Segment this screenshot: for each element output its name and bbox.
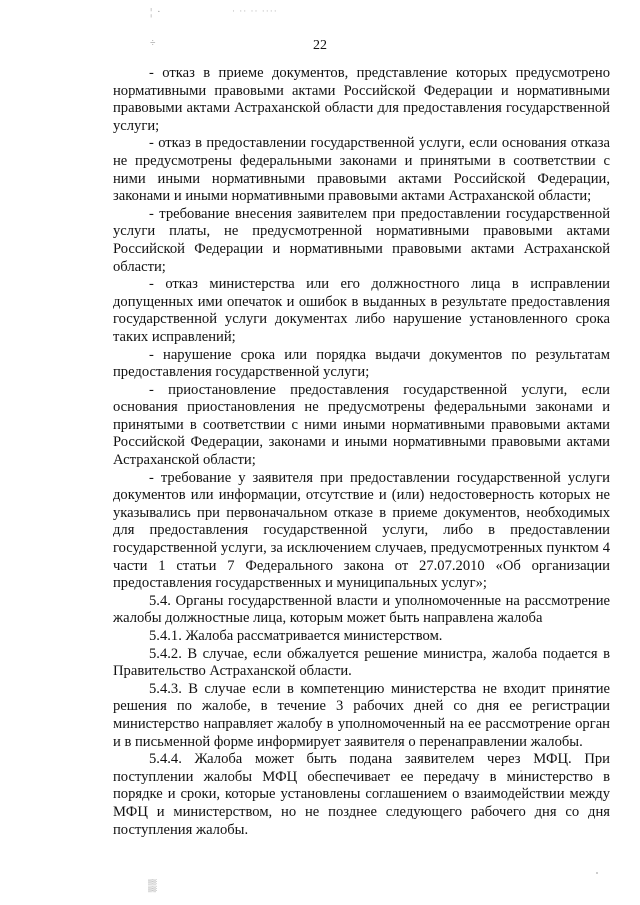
list-item: - требование внесения заявителем при предоставлении государственной услуги платы, не предусмотренной нормативными правовыми актами Российской Федерации и нормативными правовыми актами Астраханской области; (113, 205, 610, 275)
document-body (113, 65, 610, 839)
scan-artifact-mark: ¦ · (150, 6, 162, 18)
scan-artifact-mark: ÷ (150, 38, 157, 49)
list-item: - требование у заявителя при предоставлении государственной услуги документов или информации, отсутствие и (или) недостоверность которых не указывались при первоначальном отказе в приеме документов, необходимых для предоставления государственной услуги, либо в предоставлении государственной услуги, за исключением случаев, предусмотренных пунктом 4 части 1 статьи 7 Федерального закона от 27.07.2010 «Об организации предоставления государственных и муниципальных услуг»; (113, 469, 610, 592)
paragraph: 5.4.3. В случае если в компетенцию министерства не входит принятие решения по жалобе, в течение 3 рабочих дней со дня ее регистрации министерство направляет жалобу в уполномоченный на ее рассмотрение орган и в письменной форме информирует заявителя о перенаправлении жалобы. (113, 680, 610, 750)
page-number: 22 (313, 38, 327, 53)
scan-artifact-mark: · ·· ·· ···· (232, 6, 278, 16)
list-item: - отказ в предоставлении государственной услуги, если основания отказа не предусмотрены федеральными законами и принятыми в соответствии с ними иными нормативными правовыми актами Российской Федерации, законами и иными нормативными правовыми актами Астраханской области; (113, 135, 610, 205)
paragraph: 5.4.2. В случае, если обжалуется решение министра, жалоба подается в Правительство Астраханской области. (113, 645, 610, 680)
paragraph: 5.4.1. Жалоба рассматривается министерством. (149, 628, 443, 644)
list-item: - нарушение срока или порядка выдачи документов по результатам предоставления государственной услуги; (113, 346, 610, 381)
paragraph: 5.4.4. Жалоба может быть подана заявителем через МФЦ. При поступлении жалобы МФЦ обеспечивает ее передачу в министерство в порядке и сроки, которые установлены соглашением о взаимодействии между МФЦ и министерством, но не позднее следующего рабочего дня со дня поступления жалобы. (113, 751, 610, 838)
section-heading: 5.4. Органы государственной власти и уполномоченные на рассмотрение жалобы должностные лица, которым может быть направлена жалоба (113, 592, 610, 627)
list-item: - отказ в приеме документов, представление которых предусмотрено нормативными правовыми актами Российской Федерации и нормативными правовыми актами Астраханской области для предоставления государственной услуги; (113, 65, 610, 134)
scan-artifact-dot (596, 872, 598, 874)
scan-artifact-mark: ▒ (148, 878, 158, 892)
list-item: - отказ министерства или его должностного лица в исправлении допущенных ими опечаток и ошибок в выданных в результате предоставления государственной услуги документах либо нарушение установленного срока таких исправлений; (113, 276, 610, 345)
list-item: - приостановление предоставления государственной услуги, если основания приостановления не предусмотрены федеральными законами и принятыми в соответствии с ними иными нормативными правовыми актами Российской Федерации, законами и иными нормативными правовыми актами Астраханской области; (113, 381, 610, 469)
